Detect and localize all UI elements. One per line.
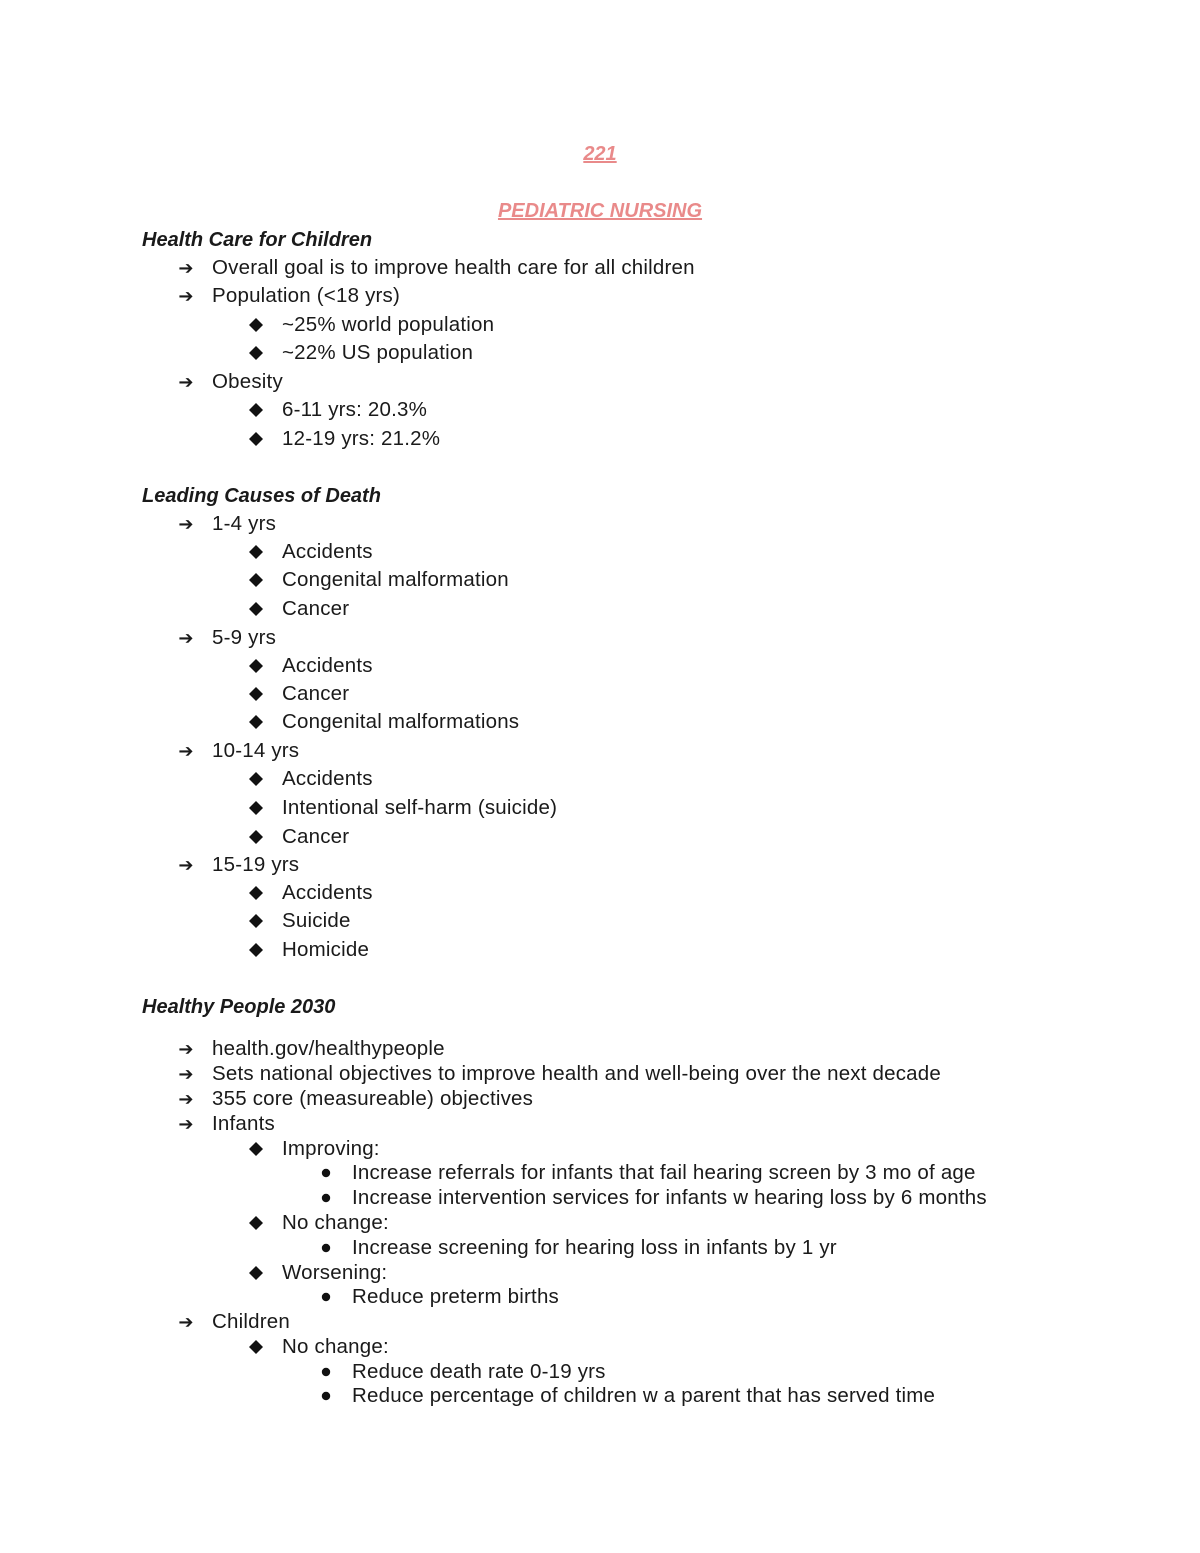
list-item-text: Infants bbox=[212, 1112, 275, 1135]
diamond-bullet-icon bbox=[246, 881, 266, 905]
list-item-text: Children bbox=[212, 1310, 290, 1333]
list-item-text: Cancer bbox=[282, 682, 350, 705]
list-item-text: Increase intervention services for infants w hearing loss by 6 months bbox=[352, 1186, 987, 1209]
diamond-bullet-icon bbox=[246, 710, 266, 734]
list-item-text: Homicide bbox=[282, 938, 370, 961]
arrow-icon: ➔ bbox=[178, 741, 194, 761]
diamond-bullet-icon bbox=[246, 1211, 266, 1235]
list-item-text: 6-11 yrs: 20.3% bbox=[282, 398, 428, 421]
diamond-bullet-icon bbox=[246, 767, 266, 791]
list-item-text: Overall goal is to improve health care for all children bbox=[212, 256, 695, 279]
dot-bullet-icon bbox=[316, 1236, 336, 1260]
diamond-bullet-icon bbox=[246, 654, 266, 678]
list-item-text: No change: bbox=[282, 1211, 389, 1234]
list-item-text: Improving: bbox=[282, 1137, 380, 1160]
dot-bullet-icon bbox=[316, 1360, 336, 1384]
arrow-icon: ➔ bbox=[178, 1312, 194, 1332]
list-item-text: Accidents bbox=[282, 540, 373, 563]
list-item-text: Intentional self-harm (suicide) bbox=[282, 796, 558, 819]
dot-bullet-icon bbox=[316, 1186, 336, 1210]
diamond-bullet-icon bbox=[246, 568, 266, 592]
arrow-icon: ➔ bbox=[178, 286, 194, 306]
list-item-text: Obesity bbox=[212, 370, 283, 393]
diamond-bullet-icon bbox=[246, 597, 266, 621]
list-item-text: ~22% US population bbox=[282, 341, 474, 364]
arrow-icon: ➔ bbox=[178, 1039, 194, 1059]
list-item-text: Reduce percentage of children w a parent that has served time bbox=[352, 1384, 936, 1407]
list-item-text: Worsening: bbox=[282, 1261, 388, 1284]
course-title: PEDIATRIC NURSING bbox=[497, 200, 703, 222]
list-item-text: Cancer bbox=[282, 597, 350, 620]
section-heading-causes: Leading Causes of Death bbox=[142, 485, 381, 507]
list-item-text: 12-19 yrs: 21.2% bbox=[282, 427, 441, 450]
diamond-bullet-icon bbox=[246, 1335, 266, 1359]
list-item-text: Increase screening for hearing loss in infants by 1 yr bbox=[352, 1236, 837, 1259]
list-item-text: 1-4 yrs bbox=[212, 512, 277, 535]
diamond-bullet-icon bbox=[246, 909, 266, 933]
arrow-icon: ➔ bbox=[178, 628, 194, 648]
diamond-bullet-icon bbox=[246, 1137, 266, 1161]
list-item-text: health.gov/healthypeople bbox=[212, 1037, 445, 1060]
list-item-text: Suicide bbox=[282, 909, 351, 932]
arrow-icon: ➔ bbox=[178, 1089, 194, 1109]
list-item-text: 5-9 yrs bbox=[212, 626, 277, 649]
list-item-text: No change: bbox=[282, 1335, 389, 1358]
list-item-text: 10-14 yrs bbox=[212, 739, 300, 762]
diamond-bullet-icon bbox=[246, 825, 266, 849]
diamond-bullet-icon bbox=[246, 427, 266, 451]
list-item-text: Congenital malformations bbox=[282, 710, 520, 733]
list-item-text: Increase referrals for infants that fail hearing screen by 3 mo of age bbox=[352, 1161, 976, 1184]
course-number: 221 bbox=[583, 143, 617, 165]
arrow-icon: ➔ bbox=[178, 1114, 194, 1134]
dot-bullet-icon bbox=[316, 1161, 336, 1185]
list-item-text: Population (<18 yrs) bbox=[212, 284, 401, 307]
arrow-icon: ➔ bbox=[178, 514, 194, 534]
list-item-text: Accidents bbox=[282, 881, 373, 904]
arrow-icon: ➔ bbox=[178, 1064, 194, 1084]
list-item-text: Cancer bbox=[282, 825, 350, 848]
list-item-text: 15-19 yrs bbox=[212, 853, 300, 876]
diamond-bullet-icon bbox=[246, 1261, 266, 1285]
diamond-bullet-icon bbox=[246, 682, 266, 706]
list-item-text: Sets national objectives to improve health and well-being over the next decade bbox=[212, 1062, 941, 1085]
list-item-text: ~25% world population bbox=[282, 313, 495, 336]
list-item-text: 355 core (measureable) objectives bbox=[212, 1087, 534, 1110]
list-item-text: Reduce preterm births bbox=[352, 1285, 560, 1308]
arrow-icon: ➔ bbox=[178, 372, 194, 392]
list-item-text: Reduce death rate 0-19 yrs bbox=[352, 1360, 606, 1383]
diamond-bullet-icon bbox=[246, 938, 266, 962]
list-item-text: Accidents bbox=[282, 654, 373, 677]
section-heading-healthy-people: Healthy People 2030 bbox=[142, 996, 336, 1018]
diamond-bullet-icon bbox=[246, 540, 266, 564]
diamond-bullet-icon bbox=[246, 313, 266, 337]
dot-bullet-icon bbox=[316, 1285, 336, 1309]
list-item-text: Accidents bbox=[282, 767, 373, 790]
list-item-text: Congenital malformation bbox=[282, 568, 509, 591]
diamond-bullet-icon bbox=[246, 341, 266, 365]
section-heading-health-care: Health Care for Children bbox=[142, 229, 373, 251]
diamond-bullet-icon bbox=[246, 398, 266, 422]
arrow-icon: ➔ bbox=[178, 258, 194, 278]
arrow-icon: ➔ bbox=[178, 855, 194, 875]
dot-bullet-icon bbox=[316, 1384, 336, 1408]
diamond-bullet-icon bbox=[246, 796, 266, 820]
